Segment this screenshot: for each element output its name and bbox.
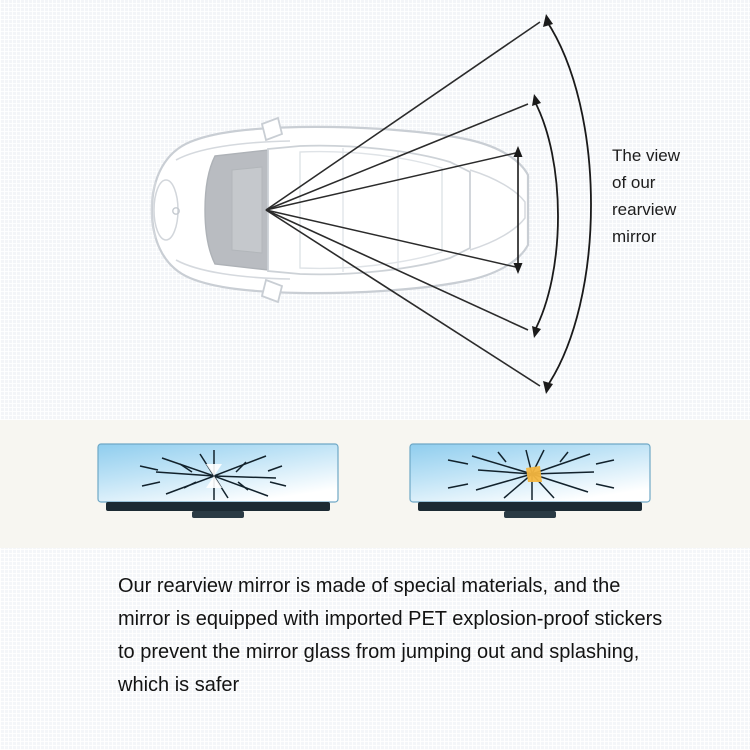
view-caption-line-3: rearview bbox=[612, 200, 677, 219]
mirror-right-svg bbox=[408, 442, 654, 528]
mirror-stand-right bbox=[504, 511, 556, 518]
impact-point-right bbox=[526, 466, 542, 482]
view-caption bbox=[612, 142, 742, 250]
mirror-frame-left bbox=[106, 502, 330, 511]
description-paragraph: Our rearview mirror is made of special materials, and the mirror is equipped with imported PET explosion-proof stickers to prevent the mirror glass from jumping out and splashing, which is safer bbox=[118, 575, 663, 696]
mirror-left-svg bbox=[96, 442, 342, 528]
mirror-frame-right bbox=[418, 502, 642, 511]
view-caption-line-2: of our bbox=[612, 173, 656, 192]
view-caption-line-1: The view bbox=[612, 146, 681, 165]
view-caption-line-4: mirror bbox=[612, 227, 657, 246]
mirror-samples-panel bbox=[0, 420, 750, 548]
mirror-glass-left bbox=[98, 444, 338, 502]
mirror-shattered-sample-right bbox=[408, 442, 654, 533]
mirror-stand-left bbox=[192, 511, 244, 518]
top-view-car-illustration bbox=[152, 118, 529, 302]
description-text bbox=[118, 570, 678, 702]
car-cabin-outline bbox=[268, 146, 470, 275]
mirror-shattered-sample-left bbox=[96, 442, 342, 533]
description-panel bbox=[0, 548, 750, 750]
